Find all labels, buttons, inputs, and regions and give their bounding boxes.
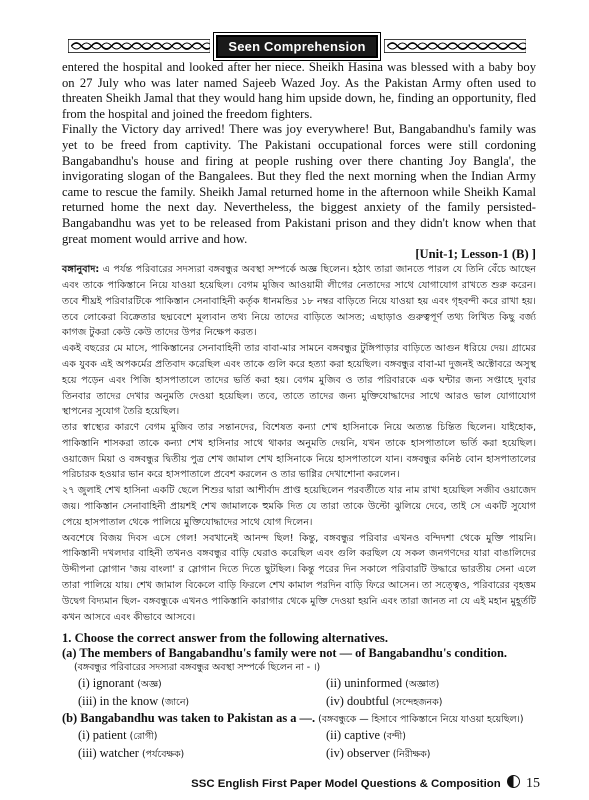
right-ornament-icon	[384, 39, 526, 53]
page-content	[62, 60, 536, 763]
option-bangla: (জানে)	[161, 697, 190, 709]
option-bangla: (সন্দেহজনক)	[392, 697, 443, 709]
english-paragraph: Finally the Victory day arrived! There was joy everywhere! But, Bangabandhu's family was yet to be freed from captivity. The Pakistani occupational forces were still cordoning Bangabandhu's house and firing at people rushing over there chanting Joy Bangla', the invigorating slogan of the Bangalees. But they fled the next morning when the Indian Army came to rescue the family. Sheikh Jamal returned home in the afternoon while Sheikh Kamal returned home the next day. Nevertheless, the biggest anxiety of the family persisted- Bangabandhu was yet to be released from Pakistani prison and they didn't know when that great moment would arrive and how.	[62, 122, 536, 246]
option-bangla: (রোগী)	[129, 731, 158, 743]
answer-option	[326, 675, 536, 693]
option-text: (iv) observer	[326, 746, 390, 761]
option-text: (ii) uninformed	[326, 676, 403, 691]
left-ornament-icon	[68, 39, 210, 53]
answer-option	[326, 693, 536, 711]
bangla-paragraph: একই বছরের মে মাসে, পাকিস্তানের সেনাবাহিনী তার বাবা-মার সামনে বঙ্গবন্ধুর টুঙ্গিপাড়ার বাড়িতে আগুন ধরিয়ে দেয়। গ্রামের এক যুবক এই অপকর্মের প্রতিবাদ করেছিল এবং তাকে গুলি করে হত্যা করা হয়েছিল। বঙ্গবন্ধুর বাবা-মা দুজনই অক্টোবরে অসুস্থ হয়ে পড়েন এবং পিজি হাসপাতালে তাদের ভর্তি করা হয়। বেগম মুজিব ও তার পরিবারকে এক ঘন্টার জন্য সপ্তাহে দুবার তিনবার তাদের দেখার অনুমতি দেওয়া হয়েছিল। তবে, তাতে তাদের জন্য মুক্তিযোদ্ধাদের সাথে আরও ভাল যোগাযোগ স্থাপনের সুযোগ তৈরি হয়েছিল।	[62, 343, 536, 418]
question-stem-bangla: (বঙ্গবন্ধুর পরিবারের সদস্যরা বঙ্গবন্ধুর অবস্থা সম্পর্কে ছিলেন না - ।)	[74, 662, 321, 674]
bangla-text: এ পর্যন্ত পরিবারের সদস্যরা বঙ্গবন্ধুর অবস্থা সম্পর্কে অজ্ঞ ছিলেন। হঠাৎ তারা জানতে পারল যে তিনি বেঁচে আছেন এবং তাকে পাকিস্তানে নিয়ে যাওয়া হয়েছিল। বেগম মুজিব আওয়ামী লীগের নেতাদের সাথে যোগাযোগ রাখতে শুরু করেন। তবে শীঘ্রই পরিবারটিকে পাকিস্তান সেনাবাহিনী কর্তৃক ধানমন্ডির ১৮ নম্বর বাড়িতে নিয়ে যাওয়া হয় এবং গৃহবন্দী করে রাখা হয়। তবে লোকেরা বিক্রেতার ছদ্মবেশে মূল্যবান তথ্য নিয়ে তাদের বাড়িতে আসত; এছাড়াও গুরুত্বপূর্ণ তথ্য লিখিত কিছু বর্জ্য কাগজ টুকরা কেউ কেউ তাদের উপর নিক্ষেপ করত।	[62, 264, 536, 339]
question-stem-text: (b) Bangabandhu was taken to Pakistan as a —.	[62, 711, 316, 726]
option-bangla: (অজ্ঞাত)	[405, 679, 440, 691]
answer-option	[78, 675, 326, 693]
option-bangla: (বন্দী)	[383, 731, 406, 743]
answer-options	[78, 727, 536, 763]
section-header	[68, 36, 526, 56]
bangla-paragraph: তার স্বাস্থ্যের কারণে বেগম মুজিব তার সন্তানদের, বিশেষত কন্যা শেখ হাসিনাকে নিয়ে অত্যন্ত চিন্তিত ছিলেন। যাইহোক, পাকিস্তানি শাসকরা তাকে কন্যা শেখ হাসিনার সাথে থাকার অনুমতি দেয়নি, যখন তাকে হাসপাতালে ভর্তি করা হয়েছিল। ওয়াজেদ মিয়া ও বঙ্গবন্ধুর দ্বিতীয় পুত্র শেখ জামাল শেখ হাসিনাকে নিয়ে হাসপাতালে যান। বঙ্গবন্ধুর কনিষ্ঠ বোন হাসপাতালের পরিচারক হওয়ার ভান করে হাসপাতালে প্রবেশ করলেন ও তার ভাগ্নির দেখাশোনা করলেন।	[62, 422, 536, 481]
half-circle-icon	[507, 775, 520, 788]
option-text: (i) patient	[78, 728, 127, 743]
option-bangla: (নিরীক্ষক)	[392, 749, 431, 761]
option-text: (iii) watcher	[78, 746, 139, 761]
english-paragraph: entered the hospital and looked after her niece. Sheikh Hasina was blessed with a baby boy on 27 July who was later named Sajeeb Wazed Joy. As the Pakistan Army often used to threaten Sheikh Jamal that they would hang him upside down, he, finding an opportunity, fled from the hospital and joined the freedom fighters.	[62, 60, 536, 121]
answer-option	[326, 745, 536, 763]
option-bangla: (অজ্ঞ)	[137, 679, 162, 691]
bangla-paragraph	[62, 262, 536, 341]
page-number: 15	[526, 776, 540, 791]
answer-options	[78, 675, 536, 711]
answer-option	[78, 727, 326, 745]
lesson-reference: [Unit-1; Lesson-1 (B) ]	[415, 247, 536, 262]
option-text: (iv) doubtful	[326, 694, 389, 709]
option-bangla: (পর্যবেক্ষক)	[142, 749, 185, 761]
bangla-paragraph: ২৭ জুলাই শেখ হাসিনা একটি ছেলে শিশুর দ্বারা আশীর্বাদ প্রাপ্ত হয়েছিলেন পরবর্তীতে যার নাম রাখা হয়েছিল সজীব ওয়াজেদ জয়। পাকিস্তান সেনাবাহিনী প্রায়শই শেখ জামালকে হুমকি দিত যে তারা তাকে উল্টো ঝুলিয়ে দেবে, তাই সে একটি সুযোগ পেয়ে হাসপাতাল থেকে পালিয়ে মুক্তিযোদ্ধাদের সাথে যোগ দিলেন।	[62, 485, 536, 528]
question-stem-bangla: (বঙ্গবন্ধুকে — হিসাবে পাকিস্তানে নিয়ে যাওয়া হয়েছিল।)	[318, 714, 524, 726]
option-text: (iii) in the know	[78, 694, 159, 709]
question-stem: (a) The members of Bangabandhu's family were not — of Bangabandhu's condition.	[62, 646, 507, 661]
answer-option	[326, 727, 536, 745]
bangla-paragraph: অবশেষে বিজয় দিবস এসে গেল! সবখানেই আনন্দ ছিল! কিন্তু, বঙ্গবন্ধুর পরিবার এখনও বন্দিদশা থেকে মুক্তি পায়নি। পাকিস্তানী দখলদার বাহিনী তখনও বঙ্গবন্ধুর বাড়ি ঘেরাও করেছিল এবং গুলি করছিল যে সকল জনগণদের যারা বাঙালিদের উদ্দীপনা স্লোগান 'জয় বাংলা' র স্লোগান দিতে দিতে ছুটছিল। কিন্তু পরের দিন সকালে পরিবারটি উদ্ধারে ভারতীয় সেনা এলে তারা পালিয়ে যায়। শেখ জামাল বিকেলে বাড়ি ফিরলে শেখ কামাল পরদিন বাড়ি ফিরে আসেন। তা সত্ত্বেও, পরিবারের বৃহত্তম উদ্বেগ বিদ্যমান ছিল- বঙ্গবন্ধুকে এখনও পাকিস্তানি কারাগার থেকে মুক্তি দেওয়া হয়নি এবং তারা জানত না যে এই মহান মুহূর্তটি কখন আসবে এবং কীভাবে আসবে।	[62, 532, 536, 623]
exercise-heading: 1. Choose the correct answer from the following alternatives.	[62, 631, 388, 646]
section-title: Seen Comprehension	[216, 35, 377, 58]
answer-option	[78, 693, 326, 711]
book-title: SSC English First Paper Model Questions & Composition	[191, 778, 501, 790]
question-stem	[62, 711, 536, 727]
translation-label: বঙ্গানুবাদ:	[62, 264, 100, 276]
option-text: (i) ignorant	[78, 676, 135, 691]
option-text: (ii) captive	[326, 728, 381, 743]
page-footer	[100, 775, 540, 792]
answer-option	[78, 745, 326, 763]
